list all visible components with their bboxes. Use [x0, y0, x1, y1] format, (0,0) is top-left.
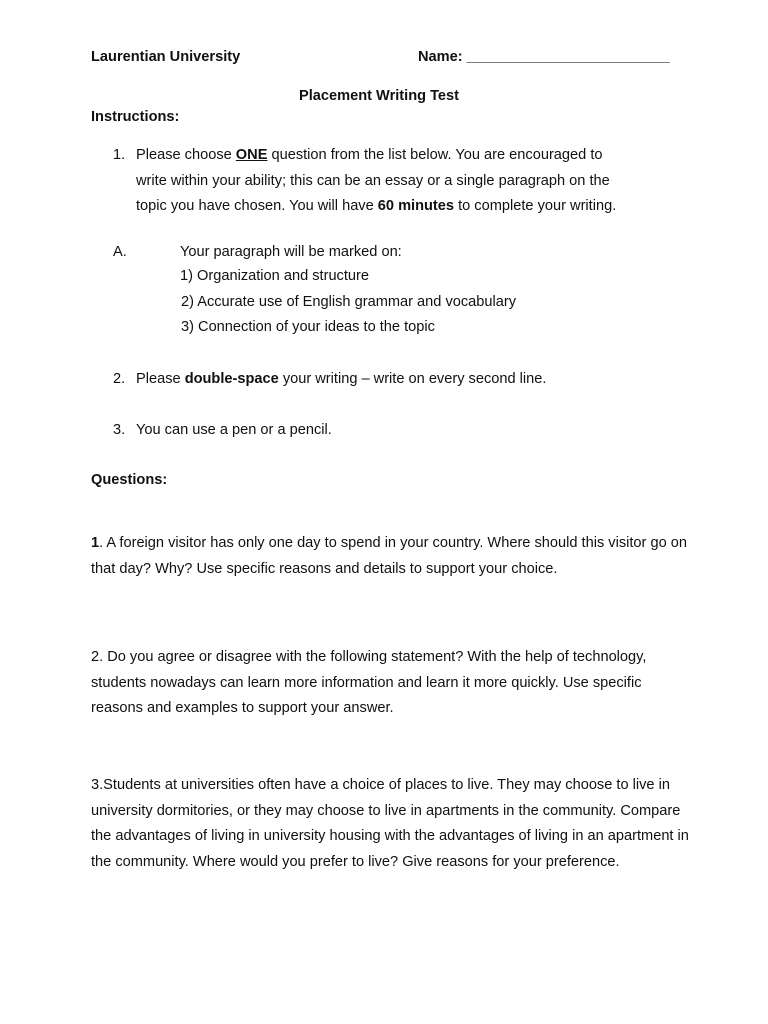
marking-intro: Your paragraph will be marked on: — [180, 244, 402, 260]
marking-criterion-1: 1) Organization and structure — [180, 268, 370, 284]
instruction-1-line-1 — [136, 143, 616, 169]
instruction-1-emphasis: ONE — [235, 147, 268, 163]
instruction-1-text-d: to complete your writing. — [454, 198, 617, 214]
institution-name: Laurentian University — [91, 49, 241, 65]
instructions-heading: Instructions: — [91, 109, 180, 125]
instruction-1-time: 60 minutes — [377, 198, 455, 214]
instruction-1-text-c: topic you have chosen. You will have — [136, 198, 378, 214]
instruction-3-number: 3. — [113, 422, 126, 438]
name-field — [418, 49, 670, 67]
questions-heading: Questions: — [91, 472, 168, 488]
page-title: Placement Writing Test — [299, 88, 460, 104]
instruction-1-line-2: write within your ability; this can be an essay or a single paragraph on the — [136, 172, 610, 189]
instruction-1-number: 1. — [113, 147, 126, 163]
instruction-2 — [136, 371, 546, 389]
instruction-3: You can use a pen or a pencil. — [136, 422, 332, 438]
instruction-1-text-a: Please choose — [136, 147, 236, 163]
question-1-number: 1 — [91, 535, 100, 551]
name-label: Name: — [418, 49, 463, 65]
instruction-1-text-b: question from the list below. You are encouraged to — [267, 147, 603, 163]
instruction-2-emphasis: double-space — [184, 371, 279, 387]
instruction-1 — [136, 143, 616, 220]
marking-criterion-3: 3) Connection of your ideas to the topic — [181, 319, 435, 335]
instruction-2-text-a: Please — [136, 371, 185, 387]
name-blank-line: _________________________ — [466, 49, 670, 65]
question-1 — [91, 531, 691, 582]
question-3: 3.Students at universities often have a choice of places to live. They may choose to live in university dormitories, or they may choose to live in apartments in the community. Compare the advantages of living in university housing with the advantages of living in an apartment in the community. Where would you prefer to live? Give reasons for your preference. — [91, 777, 689, 870]
question-1-text: . A foreign visitor has only one day to spend in your country. Where should this visitor go on that day? Why? Use specific reasons and details to support your choice. — [91, 535, 687, 577]
instruction-2-text-b: your writing – write on every second line. — [278, 371, 547, 387]
marking-criterion-2: 2) Accurate use of English grammar and vocabulary — [181, 294, 517, 310]
question-2: 2. Do you agree or disagree with the following statement? With the help of technology, students nowadays can learn more information and learn it more quickly. Use specific reasons and examples to support your answer. — [91, 649, 647, 716]
marking-letter: A. — [113, 244, 127, 260]
instruction-2-number: 2. — [113, 371, 126, 387]
instruction-1-line-3 — [136, 194, 616, 220]
